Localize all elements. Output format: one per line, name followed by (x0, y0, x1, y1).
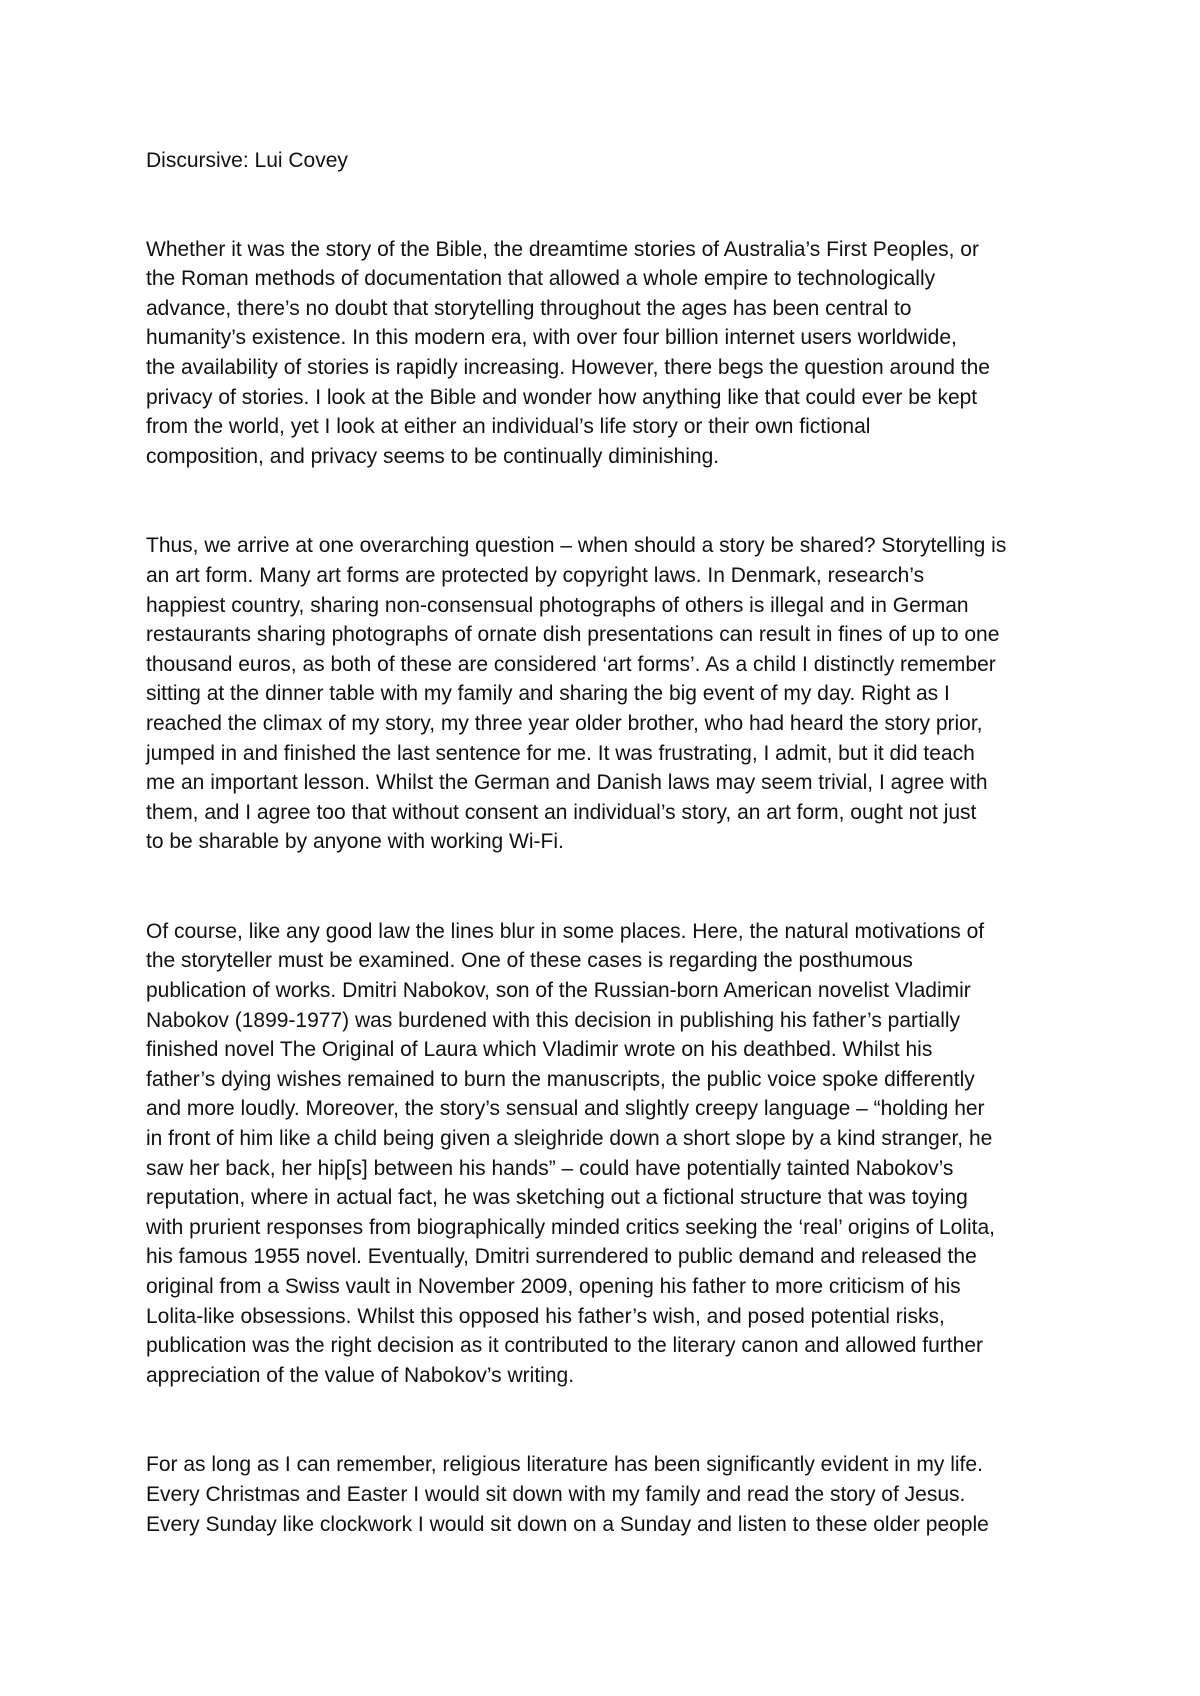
text-line: me an important lesson. Whilst the German and Danish laws may seem trivial, I agree with (146, 771, 988, 795)
text-line: Thus, we arrive at one overarching question – when should a story be shared? Storytelling is (146, 534, 1007, 558)
text-line: an art form. Many art forms are protected by copyright laws. In Denmark, research’s (146, 563, 925, 587)
text-line: Every Christmas and Easter I would sit down with my family and read the story of Jesus. (146, 1482, 966, 1506)
text-line: reached the climax of my story, my three year older brother, who had heard the story prior, (146, 711, 983, 735)
text-line: Lolita-like obsessions. Whilst this opposed his father’s wish, and posed potential risks, (146, 1304, 945, 1328)
paragraph (146, 235, 1086, 472)
text-line: from the world, yet I look at either an individual’s life story or their own fictional (146, 415, 871, 439)
text-line: happiest country, sharing non-consensual photographs of others is illegal and in German (146, 593, 969, 617)
text-line: publication was the right decision as it contributed to the literary canon and allowed further (146, 1334, 983, 1358)
text-line: the storyteller must be examined. One of these cases is regarding the posthumous (146, 949, 913, 973)
text-line: humanity’s existence. In this modern era, with over four billion internet users worldwide, (146, 326, 957, 350)
text-line: original from a Swiss vault in November 2009, opening his father to more criticism of his (146, 1275, 961, 1298)
text-line: finished novel The Original of Laura which Vladimir wrote on his deathbed. Whilst his (146, 1038, 933, 1062)
text-line: in front of him like a child being given a sleighride down a short slope by a kind stranger, he (146, 1127, 993, 1151)
text-line: and more loudly. Moreover, the story’s sensual and slightly creepy language – “holding her (146, 1097, 985, 1121)
text-line: with prurient responses from biographically minded critics seeking the ‘real’ origins of Lolita, (146, 1215, 995, 1239)
text-line: father’s dying wishes remained to burn the manuscripts, the public voice spoke differently (146, 1067, 975, 1091)
text-line: the availability of stories is rapidly increasing. However, there begs the question around the (146, 355, 990, 379)
text-line: Every Sunday like clockwork I would sit down on a Sunday and listen to these older people (146, 1512, 989, 1536)
text-line: publication of works. Dmitri Nabokov, son of the Russian-born American novelist Vladimir (146, 979, 971, 1003)
text-line: reputation, where in actual fact, he was sketching out a fictional structure that was toying (146, 1186, 968, 1210)
document-body (146, 146, 1086, 1599)
text-line: privacy of stories. I look at the Bible and wonder how anything like that could ever be kept (146, 385, 978, 409)
paragraph-container (146, 235, 1086, 1540)
document-title: Discursive: Lui Covey (146, 149, 348, 172)
text-line: restaurants sharing photographs of ornate dish presentations can result in fines of up to one (146, 623, 1000, 647)
text-line: For as long as I can remember, religious literature has been significantly evident in my life. (146, 1453, 983, 1477)
text-line: them, and I agree too that without consent an individual’s story, an art form, ought not just (146, 800, 977, 824)
paragraph (146, 917, 1086, 1391)
text-line: composition, and privacy seems to be continually diminishing. (146, 444, 720, 468)
text-line: thousand euros, as both of these are considered ‘art forms’. As a child I distinctly remember (146, 652, 996, 676)
text-line: jumped in and finished the last sentence for me. It was frustrating, I admit, but it did teach (146, 741, 975, 765)
text-line: Whether it was the story of the Bible, the dreamtime stories of Australia’s First Peoples, or (146, 237, 979, 261)
text-line: appreciation of the value of Nabokov’s writing. (146, 1363, 575, 1387)
paragraph (146, 1450, 1086, 1539)
paragraph (146, 531, 1086, 857)
text-line: to be sharable by anyone with working Wi-Fi. (146, 830, 564, 854)
text-line: his famous 1955 novel. Eventually, Dmitri surrendered to public demand and released the (146, 1245, 977, 1269)
text-line: sitting at the dinner table with my family and sharing the big event of my day. Right as I (146, 682, 950, 706)
text-line: Of course, like any good law the lines blur in some places. Here, the natural motivations of (146, 919, 985, 943)
text-line: saw her back, her hip[s] between his hands” – could have potentially tainted Nabokov’s (146, 1156, 954, 1180)
text-line: the Roman methods of documentation that allowed a whole empire to technologically (146, 267, 936, 291)
text-line: Nabokov (1899-1977) was burdened with this decision in publishing his father’s partially (146, 1008, 961, 1032)
text-line: advance, there’s no doubt that storytelling throughout the ages has been central to (146, 296, 912, 320)
